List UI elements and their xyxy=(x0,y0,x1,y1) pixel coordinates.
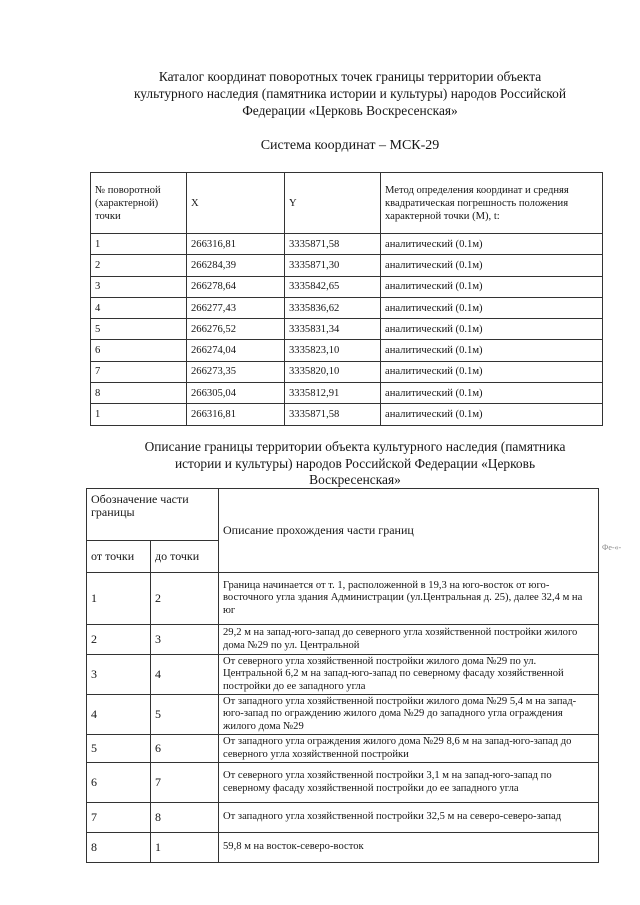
point-number-cell: 4 xyxy=(91,297,187,318)
method-cell: аналитический (0.1м) xyxy=(381,297,603,318)
point-number-cell: 1 xyxy=(91,404,187,425)
margin-mark: Фе-«- xyxy=(602,543,622,552)
to-point-cell: 3 xyxy=(151,625,219,655)
description-row xyxy=(87,763,599,803)
boundary-text-cell: От западного угла хозяйственной постройки 32,5 м на северо-северо-запад xyxy=(219,803,599,833)
from-point-cell: 8 xyxy=(87,833,151,863)
from-point-cell: 2 xyxy=(87,625,151,655)
to-point-cell: 1 xyxy=(151,833,219,863)
coordinate-row xyxy=(91,383,603,404)
boundary-text-cell: От западного угла хозяйственной постройки жилого дома №29 5,4 м на запад-юго-запад по ограждению жилого дома №29 до западного угла ограждения жилого дома №29 xyxy=(219,695,599,735)
boundary-text-cell: Граница начинается от т. 1, расположенной в 19,3 на юго-восток от юго-восточного угла здания Администрации (ул.Центральная д. 25), далее 32,4 м на юг xyxy=(219,573,599,625)
x-cell: 266274,04 xyxy=(187,340,285,361)
header-to-point: до точки xyxy=(151,541,219,573)
y-cell: 3335812,91 xyxy=(285,383,381,404)
x-cell: 266276,52 xyxy=(187,319,285,340)
point-number-cell: 8 xyxy=(91,383,187,404)
description-row xyxy=(87,803,599,833)
catalog-title-line: культурного наследия (памятника истории и культуры) народов Российской xyxy=(133,86,567,101)
boundary-description-table xyxy=(86,488,599,863)
header-x: X xyxy=(187,173,285,234)
header-boundary-part: Обозначение части границы xyxy=(87,489,219,541)
description-row xyxy=(87,655,599,695)
point-number-cell: 7 xyxy=(91,361,187,382)
to-point-cell: 4 xyxy=(151,655,219,695)
description-row xyxy=(87,625,599,655)
x-cell: 266273,35 xyxy=(187,361,285,382)
from-point-cell: 6 xyxy=(87,763,151,803)
header-from-point: от точки xyxy=(87,541,151,573)
coordinate-row xyxy=(91,276,603,297)
method-cell: аналитический (0.1м) xyxy=(381,234,603,255)
y-cell: 3335871,58 xyxy=(285,404,381,425)
point-number-cell: 6 xyxy=(91,340,187,361)
description-row xyxy=(87,695,599,735)
y-cell: 3335842,65 xyxy=(285,276,381,297)
description-title-line: Описание границы территории объекта культурного наследия (памятника xyxy=(144,439,566,454)
to-point-cell: 8 xyxy=(151,803,219,833)
to-point-cell: 5 xyxy=(151,695,219,735)
description-title-line: истории и культуры) народов Российской Федерации «Церковь xyxy=(174,455,536,471)
method-cell: аналитический (0.1м) xyxy=(381,340,603,361)
boundary-text-cell: 29,2 м на запад-юго-запад до северного угла хозяйственной постройки жилого дома №29 по ул. Центральной xyxy=(219,625,599,655)
y-cell: 3335836,62 xyxy=(285,297,381,318)
y-cell: 3335820,10 xyxy=(285,361,381,382)
x-cell: 266316,81 xyxy=(187,404,285,425)
point-number-cell: 3 xyxy=(91,276,187,297)
coordinate-row xyxy=(91,234,603,255)
coordinate-row xyxy=(91,404,603,425)
description-row xyxy=(87,735,599,763)
method-cell: аналитический (0.1м) xyxy=(381,255,603,276)
catalog-title-line: Каталог координат поворотных точек границы территории объекта xyxy=(158,69,542,84)
from-point-cell: 1 xyxy=(87,573,151,625)
point-number-cell: 1 xyxy=(91,234,187,255)
y-cell: 3335871,30 xyxy=(285,255,381,276)
header-method: Метод определения координат и средняя квадратическая погрешность положения характерной точки (М), t: xyxy=(381,173,603,234)
to-point-cell: 6 xyxy=(151,735,219,763)
from-point-cell: 5 xyxy=(87,735,151,763)
method-cell: аналитический (0.1м) xyxy=(381,383,603,404)
y-cell: 3335871,58 xyxy=(285,234,381,255)
boundary-text-cell: От северного угла хозяйственной постройки жилого дома №29 по ул. Центральной 6,2 м на запад-юго-запад по северному фасаду хозяйственной постройки до ее западного угла xyxy=(219,655,599,695)
header-y: Y xyxy=(285,173,381,234)
boundary-text-cell: От северного угла хозяйственной постройки 3,1 м на запад-юго-запад по северному фасаду хозяйственной постройки до ее западного угла xyxy=(219,763,599,803)
description-title-line: Воскресенская» xyxy=(309,472,401,487)
x-cell: 266277,43 xyxy=(187,297,285,318)
point-number-cell: 5 xyxy=(91,319,187,340)
coordinate-row xyxy=(91,319,603,340)
coordinate-table xyxy=(90,172,603,426)
y-cell: 3335831,34 xyxy=(285,319,381,340)
from-point-cell: 7 xyxy=(87,803,151,833)
description-row xyxy=(87,833,599,863)
coordinate-row xyxy=(91,255,603,276)
method-cell: аналитический (0.1м) xyxy=(381,276,603,297)
x-cell: 266284,39 xyxy=(187,255,285,276)
from-point-cell: 4 xyxy=(87,695,151,735)
boundary-text-cell: 59,8 м на восток-северо-восток xyxy=(219,833,599,863)
point-number-cell: 2 xyxy=(91,255,187,276)
method-cell: аналитический (0.1м) xyxy=(381,361,603,382)
from-point-cell: 3 xyxy=(87,655,151,695)
header-description: Описание прохождения части границ xyxy=(219,489,599,573)
coordinate-system: Система координат – МСК-29 xyxy=(260,138,440,153)
catalog-title-line: Федерации «Церковь Воскресенская» xyxy=(242,103,458,118)
boundary-text-cell: От западного угла ограждения жилого дома №29 8,6 м на запад-юго-запад до северного угла хозяйственной постройки xyxy=(219,735,599,763)
method-cell: аналитический (0.1м) xyxy=(381,404,603,425)
coordinate-table-header xyxy=(91,173,603,234)
catalog-title xyxy=(70,68,630,119)
description-header-row xyxy=(87,489,599,541)
header-point-number: № поворотной (характерной) точки xyxy=(91,173,187,234)
coordinate-row xyxy=(91,361,603,382)
x-cell: 266305,04 xyxy=(187,383,285,404)
method-cell: аналитический (0.1м) xyxy=(381,319,603,340)
to-point-cell: 2 xyxy=(151,573,219,625)
coordinate-row xyxy=(91,340,603,361)
x-cell: 266278,64 xyxy=(187,276,285,297)
description-row xyxy=(87,573,599,625)
description-title xyxy=(70,439,640,489)
coordinate-row xyxy=(91,297,603,318)
x-cell: 266316,81 xyxy=(187,234,285,255)
y-cell: 3335823,10 xyxy=(285,340,381,361)
to-point-cell: 7 xyxy=(151,763,219,803)
